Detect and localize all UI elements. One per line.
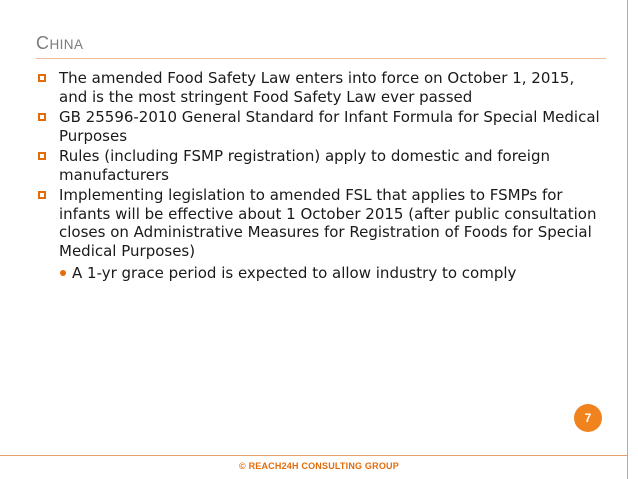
sub-bullet-text: A 1-yr grace period is expected to allow industry to comply: [72, 264, 517, 282]
slide-title-rest: HINA: [49, 37, 84, 52]
bullet-item: [36, 147, 606, 184]
square-bullet-icon: [38, 191, 46, 199]
frame-right-border: [627, 0, 628, 479]
bullet-text: Rules (including FSMP registration) apply to domestic and foreign manufacturers: [59, 147, 550, 184]
footer-copyright: © REACH24H CONSULTING GROUP: [239, 461, 399, 471]
square-bullet-icon: [38, 113, 46, 121]
bullet-text: Implementing legislation to amended FSL that applies to FSMPs for infants will be effective about 1 October 2015 (after public consultation closes on Administrative Measures for Registration of Foods for Special Medical Purposes): [59, 186, 597, 260]
bullet-text: GB 25596-2010 General Standard for Infant Formula for Special Medical Purposes: [59, 108, 600, 145]
frame-bottom-border: [0, 455, 628, 456]
dot-bullet-icon: [60, 270, 66, 276]
square-bullet-icon: [38, 74, 46, 82]
bullet-text: The amended Food Safety Law enters into force on October 1, 2015, and is the most stringent Food Safety Law ever passed: [59, 69, 575, 106]
bullet-item: [36, 186, 606, 260]
slide-title: [36, 33, 83, 54]
bullet-list: [36, 69, 606, 283]
bullet-item: [36, 69, 606, 106]
bullet-item: [36, 108, 606, 145]
sub-bullet-item: [36, 264, 606, 283]
slide-title-initial: C: [36, 33, 50, 53]
square-bullet-icon: [38, 152, 46, 160]
title-divider: [36, 58, 606, 59]
page-number-badge: 7: [574, 404, 602, 432]
